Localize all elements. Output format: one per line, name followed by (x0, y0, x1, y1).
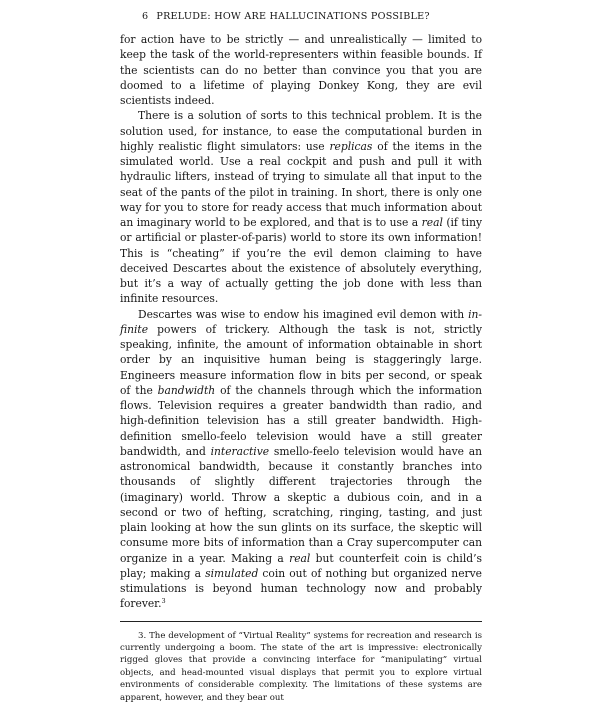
emphasis-real-coin: real (289, 551, 311, 565)
paragraph-3-text-c: of the channels through which the information flows. Television requires a greater bandwidth than radio, and high-definition television has a still greater bandwidth. High-definition smello-feelo television would have a still greater bandwidth, and (120, 383, 483, 458)
paragraph-3-text-e: but counterfeit coin is child’s play; making a (120, 551, 482, 580)
page-number: 6 (142, 11, 149, 22)
paragraph-1: for action have to be strictly — and unrealistically — limited to keep the task of the world-representers within feasible bounds. If the scientists can do no better than convince you that you are doomed to a lifetime of playing Donkey Kong, they are evil scientists indeed. (120, 33, 482, 107)
emphasis-infinite: infinite (120, 307, 482, 336)
footnote-3: 3. The development of “Virtual Reality” systems for recreation and research is currently undergoing a boom. The state of the art is impressive: electronically rigged gloves that provide a convincing interface for “manipulating” virtual objects, and head-mounted visual displays that permit you to explore virtual environments of considerable complexity. The limitations of these systems are apparent, however, and they bear out (120, 630, 482, 703)
running-header (142, 10, 482, 24)
paragraph-3-text-b: powers of trickery. Although the task is not, strictly speaking, infinite, the amount of information obtainable in short order by an inquisitive human being is staggeringly large. Engineers measure information flow in bits per second, or speak of the (120, 322, 482, 397)
paragraph-3-text-f: coin out of nothing but organized nerve stimulations is beyond human technology now and probably forever. (120, 566, 482, 611)
emphasis-simulated: simulated (205, 566, 259, 580)
emphasis-real: real (421, 216, 443, 229)
emphasis-replicas: replicas (329, 139, 373, 153)
paragraph-2-text-b: of the items in the simulated world. Use a real cockpit and push and pull it with hydraulic lifters, instead of trying to simulate all that input to the seat of the pants of the pilot in training. In short, there is only one way for you to store for ready access that much information about an imaginary world to be explored, and that is to use a (120, 139, 482, 229)
paragraph-2 (120, 108, 482, 306)
footnote-divider (120, 621, 482, 622)
paragraph-2-text-c: (if tiny or artificial or plaster-of-paris) world to store its own information! This is “cheating” if you’re the evil demon claiming to have deceived Descartes about the existence of absolutely everything, but it’s a way of actually getting the job done with less than infinite resources. (120, 216, 482, 306)
running-title: PRELUDE: HOW ARE HALLUCINATIONS POSSIBLE? (156, 11, 430, 22)
footnote-reference: 3 (161, 597, 166, 606)
paragraph-2-text-a: There is a solution of sorts to this technical problem. It is the solution used, for instance, to ease the computational burden in highly realistic flight simulators: use (120, 109, 482, 153)
paragraph-3-text-d: smello-feelo television would have an astronomical bandwidth, because it constantly branches into thousands of slightly different trajectories through the (imaginary) world. Throw a skeptic a dubious coin, and in a second or two of hefting, scratching, ringing, tasting, and just plain looking at how the sun glints on its surface, the skeptic will consume more bits of information than a Cray supercomputer can organize in a year. Making a (120, 444, 482, 565)
body-text (120, 32, 482, 612)
emphasis-bandwidth: bandwidth (157, 383, 216, 397)
book-page (120, 10, 483, 703)
paragraph-3 (120, 307, 482, 612)
paragraph-3-text-a: Descartes was wise to endow his imagined evil demon with (138, 307, 469, 321)
emphasis-interactive: interactive (210, 444, 270, 458)
